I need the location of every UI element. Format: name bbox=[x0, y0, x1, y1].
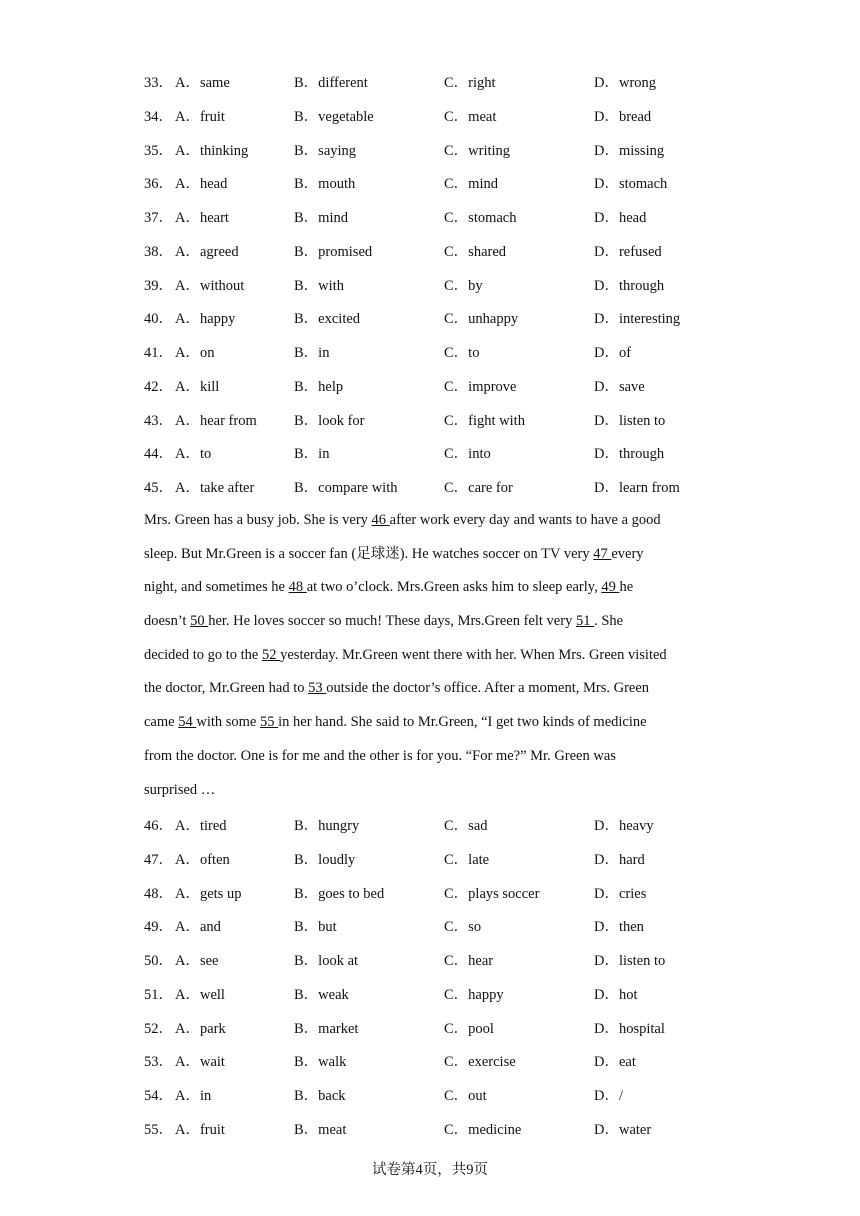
option-d: D．missing bbox=[594, 142, 665, 159]
option-d: D．/ bbox=[594, 1088, 623, 1104]
passage-text: with some bbox=[196, 714, 260, 731]
option-c: C．fight with bbox=[444, 412, 525, 429]
question-number: 48． bbox=[144, 885, 173, 902]
question-row bbox=[144, 377, 744, 397]
blank-number: 51 bbox=[575, 613, 595, 630]
option-a: A．heart bbox=[175, 210, 229, 226]
option-b: B．but bbox=[294, 919, 337, 936]
option-b: B．with bbox=[294, 277, 344, 294]
option-d: D．hard bbox=[594, 851, 645, 868]
passage-text: from the doctor. One is for me and the other is for you. “For me?” Mr. Green was bbox=[144, 747, 616, 764]
option-b: B．excited bbox=[294, 311, 361, 328]
option-a: A．fruit bbox=[175, 108, 225, 125]
option-a: A．take after bbox=[175, 480, 255, 496]
question-row bbox=[144, 309, 744, 329]
blank-number: 47 bbox=[593, 545, 612, 562]
option-d: D．interesting bbox=[594, 311, 681, 328]
question-number: 37． bbox=[144, 210, 173, 226]
question-number: 35． bbox=[144, 142, 173, 159]
option-b: B．different bbox=[294, 75, 368, 91]
option-a: A．tired bbox=[175, 818, 227, 834]
passage-text: . She bbox=[594, 613, 624, 630]
option-a: A．often bbox=[175, 851, 230, 868]
question-number: 45． bbox=[144, 480, 173, 496]
option-c: C．care for bbox=[444, 480, 513, 496]
option-c: C．mind bbox=[444, 176, 498, 193]
question-row bbox=[144, 816, 744, 836]
option-d: D．refused bbox=[594, 243, 662, 260]
question-row bbox=[144, 1019, 744, 1039]
question-row bbox=[144, 850, 744, 870]
question-row bbox=[144, 141, 744, 161]
question-row bbox=[144, 985, 744, 1005]
option-c: C．plays soccer bbox=[444, 885, 540, 902]
blank-number: 50 bbox=[190, 613, 209, 630]
option-a: A．see bbox=[175, 953, 219, 969]
passage-text: he bbox=[619, 579, 634, 596]
question-row bbox=[144, 951, 744, 971]
option-c: C．late bbox=[444, 851, 490, 868]
passage-text: every bbox=[611, 545, 644, 562]
question-row bbox=[144, 73, 744, 93]
option-b: B．promised bbox=[294, 243, 373, 260]
option-d: D．through bbox=[594, 446, 665, 463]
option-b: B．back bbox=[294, 1088, 346, 1104]
option-d: D．save bbox=[594, 378, 645, 395]
option-b: B．mind bbox=[294, 210, 348, 226]
option-d: D．listen to bbox=[594, 412, 666, 429]
option-d: D．head bbox=[594, 210, 647, 226]
question-number: 47． bbox=[144, 851, 173, 868]
passage-line bbox=[144, 672, 714, 706]
question-number: 44． bbox=[144, 446, 173, 463]
option-d: D．learn from bbox=[594, 480, 680, 496]
passage-text: yesterday. Mr.Green went there with her. When Mrs. Green visited bbox=[280, 646, 667, 663]
option-d: D．eat bbox=[594, 1054, 636, 1071]
question-row bbox=[144, 107, 744, 127]
option-d: D．heavy bbox=[594, 818, 654, 834]
option-b: B．hungry bbox=[294, 818, 360, 834]
passage-line bbox=[144, 639, 714, 673]
blank-number: 48 bbox=[288, 579, 307, 596]
option-c: C．unhappy bbox=[444, 311, 519, 328]
passage-text: outside the doctor’s office. After a moment, Mrs. Green bbox=[326, 680, 650, 697]
passage-text: doesn’t bbox=[144, 613, 191, 630]
option-a: A．gets up bbox=[175, 885, 242, 902]
option-d: D．stomach bbox=[594, 176, 668, 193]
option-d: D．of bbox=[594, 345, 632, 361]
option-c: C．shared bbox=[444, 243, 507, 260]
passage-text: after work every day and wants to have a good bbox=[389, 512, 661, 528]
question-row bbox=[144, 444, 744, 464]
option-b: B．weak bbox=[294, 986, 349, 1003]
question-row bbox=[144, 1086, 744, 1106]
option-d: D．bread bbox=[594, 108, 652, 125]
option-b: B．market bbox=[294, 1020, 359, 1037]
question-number: 51． bbox=[144, 986, 173, 1003]
option-a: A．park bbox=[175, 1020, 226, 1037]
question-row bbox=[144, 1052, 744, 1072]
question-row bbox=[144, 276, 744, 296]
question-number: 40． bbox=[144, 311, 173, 328]
blank-number: 53 bbox=[308, 680, 327, 697]
option-c: C．by bbox=[444, 277, 483, 294]
option-d: D．listen to bbox=[594, 953, 666, 969]
passage-line bbox=[144, 706, 714, 740]
option-c: C．right bbox=[444, 75, 496, 91]
option-a: A．happy bbox=[175, 311, 236, 328]
option-b: B．mouth bbox=[294, 176, 356, 193]
question-number: 53． bbox=[144, 1054, 173, 1071]
question-row bbox=[144, 917, 744, 937]
option-b: B．loudly bbox=[294, 851, 356, 868]
option-a: A．well bbox=[175, 986, 225, 1003]
passage-text: Mrs. Green has a busy job. She is very bbox=[144, 512, 372, 528]
blank-number: 54 bbox=[178, 714, 197, 731]
option-c: C．writing bbox=[444, 142, 511, 159]
passage-text: came bbox=[144, 714, 179, 731]
question-row bbox=[144, 208, 744, 228]
blank-number: 49 bbox=[601, 579, 620, 596]
option-b: B．compare with bbox=[294, 480, 398, 496]
option-c: C．so bbox=[444, 919, 482, 936]
option-b: B．in bbox=[294, 345, 330, 361]
option-c: C．sad bbox=[444, 818, 488, 834]
option-d: D．through bbox=[594, 277, 665, 294]
option-a: A．and bbox=[175, 919, 221, 936]
passage-text: night, and sometimes he bbox=[144, 579, 289, 596]
option-b: B．vegetable bbox=[294, 108, 374, 125]
option-a: A．agreed bbox=[175, 243, 239, 260]
question-number: 52． bbox=[144, 1020, 173, 1037]
option-d: D．hot bbox=[594, 986, 638, 1003]
option-b: B．walk bbox=[294, 1054, 347, 1071]
passage-text: at two o’clock. Mrs.Green asks him to sleep early, bbox=[306, 579, 602, 596]
option-a: A．without bbox=[175, 277, 245, 294]
passage-line bbox=[144, 774, 714, 808]
option-c: C．happy bbox=[444, 986, 504, 1003]
option-a: A．in bbox=[175, 1088, 212, 1104]
question-number: 38． bbox=[144, 243, 173, 260]
question-row bbox=[144, 478, 744, 498]
option-a: A．on bbox=[175, 345, 215, 361]
question-number: 50． bbox=[144, 953, 173, 969]
blank-number: 52 bbox=[261, 646, 281, 663]
question-number: 49． bbox=[144, 919, 173, 936]
option-a: A．same bbox=[175, 75, 230, 91]
question-number: 46． bbox=[144, 818, 173, 834]
question-row bbox=[144, 411, 744, 431]
question-number: 34． bbox=[144, 108, 173, 125]
option-d: D．cries bbox=[594, 885, 647, 902]
question-number: 36． bbox=[144, 176, 173, 193]
passage-text: surprised … bbox=[144, 781, 216, 798]
option-a: A．kill bbox=[175, 378, 220, 395]
question-number: 54． bbox=[144, 1088, 173, 1104]
passage-line bbox=[144, 605, 714, 639]
option-b: B．meat bbox=[294, 1121, 347, 1138]
page-footer: 试卷第4页，共9页 bbox=[372, 1162, 488, 1178]
question-number: 42． bbox=[144, 378, 173, 395]
option-d: D．hospital bbox=[594, 1020, 665, 1037]
question-row bbox=[144, 884, 744, 904]
option-d: D．wrong bbox=[594, 75, 657, 91]
blank-number: 46 bbox=[371, 512, 390, 528]
passage-text: the doctor, Mr.Green had to bbox=[144, 680, 309, 697]
option-c: C．into bbox=[444, 446, 491, 463]
option-d: D．water bbox=[594, 1121, 652, 1138]
option-a: A．head bbox=[175, 176, 228, 193]
passage-text: sleep. But Mr.Green is a soccer fan (足球迷). He watches soccer on TV very bbox=[144, 545, 594, 562]
question-number: 41． bbox=[144, 345, 173, 361]
option-c: C．improve bbox=[444, 378, 517, 395]
question-row bbox=[144, 242, 744, 262]
option-c: C．exercise bbox=[444, 1054, 516, 1071]
option-b: B．help bbox=[294, 378, 344, 395]
passage-text: decided to go to the bbox=[144, 646, 262, 663]
question-number: 43． bbox=[144, 412, 173, 429]
option-d: D．then bbox=[594, 919, 644, 936]
option-b: B．goes to bed bbox=[294, 885, 385, 902]
passage-line bbox=[144, 538, 714, 572]
blank-number: 55 bbox=[259, 714, 279, 731]
option-c: C．pool bbox=[444, 1020, 494, 1037]
option-a: A．thinking bbox=[175, 142, 249, 159]
option-c: C．stomach bbox=[444, 210, 517, 226]
question-number: 55． bbox=[144, 1121, 173, 1138]
option-b: B．saying bbox=[294, 142, 357, 159]
option-b: B．in bbox=[294, 446, 330, 463]
option-b: B．look at bbox=[294, 953, 359, 969]
question-row bbox=[144, 343, 744, 363]
option-c: C．out bbox=[444, 1088, 487, 1104]
passage-line bbox=[144, 740, 714, 774]
option-b: B．look for bbox=[294, 412, 365, 429]
option-c: C．meat bbox=[444, 108, 497, 125]
option-c: C．to bbox=[444, 345, 480, 361]
option-a: A．wait bbox=[175, 1054, 225, 1071]
cloze-passage bbox=[144, 504, 714, 807]
passage-text: her. He loves soccer so much! These days, Mrs.Green felt very bbox=[208, 613, 576, 630]
question-number: 33． bbox=[144, 75, 173, 91]
question-row bbox=[144, 174, 744, 194]
passage-line bbox=[144, 504, 714, 538]
passage-text: in her hand. She said to Mr.Green, “I get two kinds of medicine bbox=[278, 714, 647, 731]
option-a: A．hear from bbox=[175, 412, 257, 429]
option-a: A．fruit bbox=[175, 1121, 225, 1138]
passage-line bbox=[144, 571, 714, 605]
option-a: A．to bbox=[175, 446, 212, 463]
question-row bbox=[144, 1120, 744, 1140]
question-number: 39． bbox=[144, 277, 173, 294]
option-c: C．hear bbox=[444, 953, 494, 969]
option-c: C．medicine bbox=[444, 1121, 522, 1138]
